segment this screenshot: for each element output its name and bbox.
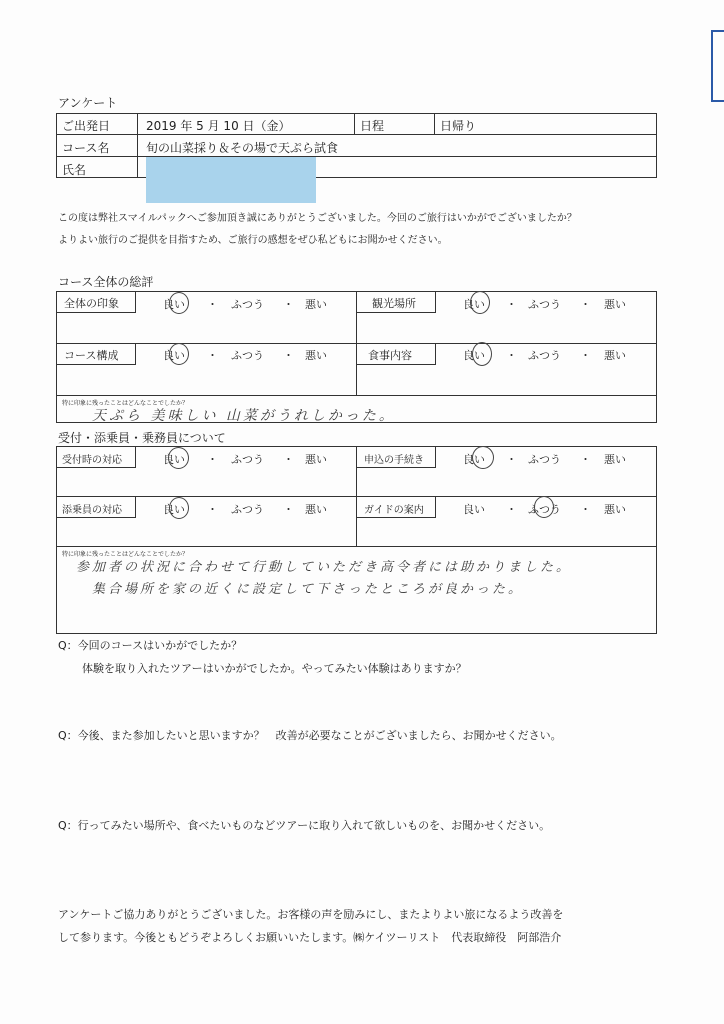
guide-label: ガイドの案内 xyxy=(364,505,424,516)
question-2: Q：今後、また参加したいと思いますか？ 改善が必要なことがございましたら、お聞かせください。 xyxy=(58,729,562,742)
handwritten-comment-1: 天ぷら 美味しい 山菜がうれしかった。 xyxy=(92,408,396,424)
separator-dot: ・ xyxy=(283,503,294,516)
reception-good[interactable]: 良い xyxy=(163,453,185,466)
separator-dot: ・ xyxy=(580,453,591,466)
separator-dot: ・ xyxy=(506,503,517,516)
name-redaction xyxy=(146,157,316,203)
application-bad[interactable]: 悪い xyxy=(604,453,626,466)
intro-line-2: よりよい旅行のご提供を目指すため、ご旅行の感想をぜひ私どもにお聞かせください。 xyxy=(58,235,448,246)
departure-date-label: ご出発日 xyxy=(62,119,111,133)
departure-date-value: 2019 年 5 月 10 日（金） xyxy=(146,119,291,133)
overall-impression-normal[interactable]: ふつう xyxy=(231,298,264,311)
application-label: 申込の手続き xyxy=(364,455,424,466)
conductor-bad[interactable]: 悪い xyxy=(305,503,327,516)
intro-line-1: この度は弊社スマイルパックへご参加頂き誠にありがとうございました。今回のご旅行はいかがでございましたか？ xyxy=(58,213,577,224)
course-name-value: 旬の山菜採り＆その場で天ぷら試食 xyxy=(146,141,339,155)
conductor-normal[interactable]: ふつう xyxy=(231,503,264,516)
section-staff-title: 受付・添乗員・乗務員について xyxy=(58,431,226,445)
application-good[interactable]: 良い xyxy=(463,453,485,466)
overall-impression-good[interactable]: 良い xyxy=(163,298,185,311)
separator-dot: ・ xyxy=(283,298,294,311)
schedule-label: 日程 xyxy=(360,119,385,133)
course-structure-normal[interactable]: ふつう xyxy=(231,349,264,362)
guide-normal[interactable]: ふつう xyxy=(528,503,561,516)
sightseeing-label: 観光場所 xyxy=(372,297,416,310)
separator-dot: ・ xyxy=(506,298,517,311)
reception-label: 受付時の対応 xyxy=(62,455,122,466)
separator-dot: ・ xyxy=(580,349,591,362)
separator-dot: ・ xyxy=(207,298,218,311)
separator-dot: ・ xyxy=(207,453,218,466)
separator-dot: ・ xyxy=(283,453,294,466)
meal-normal[interactable]: ふつう xyxy=(528,349,561,362)
section-overall-title: コース全体の総評 xyxy=(58,275,154,289)
selected-circle-mark xyxy=(472,446,494,469)
course-structure-good[interactable]: 良い xyxy=(163,349,185,362)
separator-dot: ・ xyxy=(506,349,517,362)
meal-label: 食事内容 xyxy=(368,349,412,362)
handwritten-comment-2b: 集合場所を家の近くに設定して下さったところが良かった。 xyxy=(92,582,525,597)
meal-bad[interactable]: 悪い xyxy=(604,349,626,362)
reception-bad[interactable]: 悪い xyxy=(305,453,327,466)
guide-bad[interactable]: 悪い xyxy=(604,503,626,516)
reception-normal[interactable]: ふつう xyxy=(231,453,264,466)
selected-circle-mark xyxy=(169,343,189,365)
comment-prompt-2: 特に印象に残ったことはどんなことでしたか？ xyxy=(62,551,189,558)
sightseeing-bad[interactable]: 悪い xyxy=(604,298,626,311)
course-structure-bad[interactable]: 悪い xyxy=(305,349,327,362)
separator-dot: ・ xyxy=(580,298,591,311)
sightseeing-good[interactable]: 良い xyxy=(463,298,485,311)
question-1-detail: 体験を取り入れたツアーはいかがでしたか。やってみたい体験はありますか？ xyxy=(82,662,467,675)
separator-dot: ・ xyxy=(506,453,517,466)
course-name-label: コース名 xyxy=(62,141,110,155)
overall-impression-bad[interactable]: 悪い xyxy=(305,298,327,311)
overall-impression-label: 全体の印象 xyxy=(64,297,119,310)
guide-good[interactable]: 良い xyxy=(463,503,485,516)
course-structure-label: コース構成 xyxy=(64,349,119,362)
footer-line-1: アンケートご協力ありがとうございました。お客様の声を励みにし、またよりよい旅になるよう改善を xyxy=(58,908,564,921)
selected-circle-mark xyxy=(472,342,492,366)
separator-dot: ・ xyxy=(207,503,218,516)
comment-prompt-1: 特に印象に残ったことはどんなことでしたか？ xyxy=(62,400,189,407)
footer-line-2: して参ります。今後ともどうぞよろしくお願いいたします。㈱ケイツーリスト 代表取締役 阿部浩介 xyxy=(58,931,562,944)
conductor-good[interactable]: 良い xyxy=(163,503,185,516)
question-3: Q：行ってみたい場所や、食べたいものなどツアーに取り入れて欲しいものを、お聞かせください。 xyxy=(58,819,551,832)
name-label: 氏名 xyxy=(62,163,87,177)
application-normal[interactable]: ふつう xyxy=(528,453,561,466)
separator-dot: ・ xyxy=(207,349,218,362)
form-title: アンケート xyxy=(58,96,118,110)
handwritten-comment-2a: 参加者の状況に合わせて行動していただき高令者には助かりました。 xyxy=(76,560,573,575)
separator-dot: ・ xyxy=(283,349,294,362)
selected-circle-mark xyxy=(534,496,554,518)
selected-circle-mark xyxy=(168,447,189,469)
conductor-label: 添乗員の対応 xyxy=(62,505,122,516)
page-edge-mark xyxy=(711,30,724,102)
question-1: Q：今回のコースはいかがでしたか？ xyxy=(58,639,243,652)
selected-circle-mark xyxy=(169,497,189,519)
sightseeing-normal[interactable]: ふつう xyxy=(528,298,561,311)
selected-circle-mark xyxy=(470,291,490,314)
schedule-value: 日帰り xyxy=(440,119,477,133)
meal-good[interactable]: 良い xyxy=(463,349,485,362)
selected-circle-mark xyxy=(169,292,189,314)
separator-dot: ・ xyxy=(580,503,591,516)
